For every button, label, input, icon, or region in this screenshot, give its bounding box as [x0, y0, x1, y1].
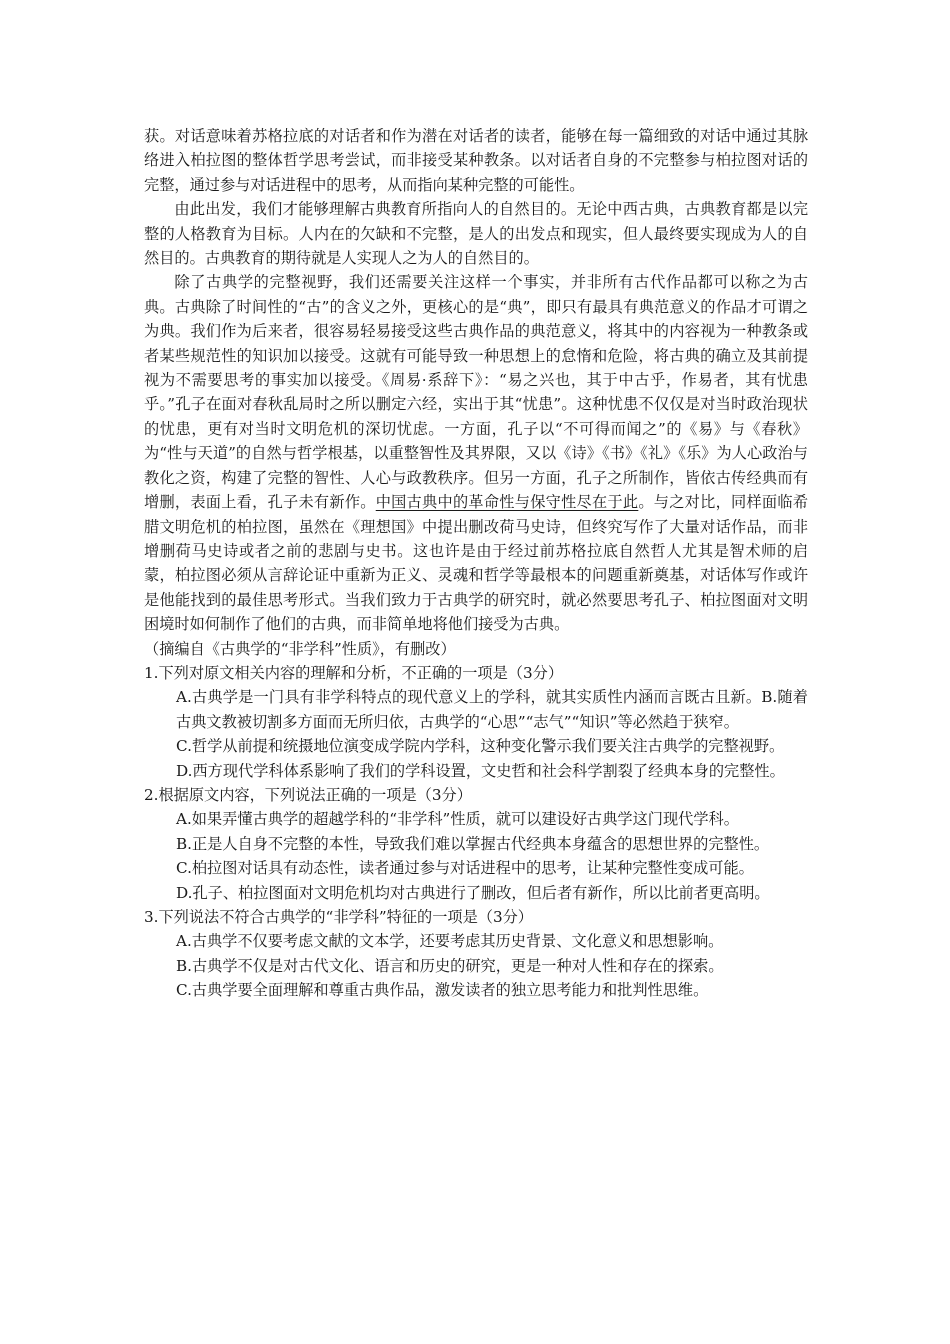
question-1 [144, 661, 808, 783]
question-option: D.西方现代学科体系影响了我们的学科设置，文史哲和社会科学割裂了经典本身的完整性。 [176, 761, 785, 780]
passage-paragraph-1: 获。对话意味着苏格拉底的对话者和作为潜在对话者的读者，能够在每一篇细致的对话中通过其脉络进入柏拉图的整体哲学思考尝试，而非接受某种教条。以对话者自身的不完整参与柏拉图对话的完整，通过参与对话进程中的思考，从而指向某种完整的可能性。 [144, 127, 808, 194]
passage-paragraph-2: 由此出发，我们才能够理解古典教育所指向人的自然目的。无论中西古典，古典教育都是以完整的人格教育为目标。人内在的欠缺和不完整，是人的出发点和现实，但人最终要实现成为人的自然目的。古典教育的期待就是人实现人之为人的自然目的。 [144, 200, 808, 268]
question-stem: 2.根据原文内容，下列说法正确的一项是（3分） [144, 785, 472, 804]
question-option: B.正是人自身不完整的本性，导致我们难以掌握古代经典本身蕴含的思想世界的完整性。 [176, 834, 770, 853]
question-option: C.哲学从前提和统摄地位演变成学院内学科，这种变化警示我们要关注古典学的完整视野。 [176, 737, 785, 756]
passage-paragraph-3 [144, 270, 808, 636]
question-stem: 3.下列说法不符合古典学的“非学科”特征的一项是（3分） [144, 908, 533, 926]
question-option: B.古典学不仅是对古代文化、语言和历史的研究，更是一种对人性和存在的探索。 [176, 956, 724, 975]
underlined-sentence: 中国古典中的革命性与保守性尽在于此 [375, 493, 639, 512]
question-option: C.古典学要全面理解和尊重古典作品，激发读者的独立思考能力和批判性思维。 [176, 981, 709, 1000]
question-3 [144, 905, 808, 1003]
source-citation: （摘编自《古典学的“非学科”性质》，有删改） [144, 639, 456, 658]
question-option: A.如果弄懂古典学的超越学科的“非学科”性质，就可以建设好古典学这门现代学科。 [176, 810, 739, 829]
passage-paragraph-3-part-2: 。与之对比，同样面临希腊文明危机的柏拉图，虽然在《理想国》中提出删改荷马史诗，但终究写作了大量对话作品，而非增删荷马史诗或者之前的悲剧与史书。这也许是由于经过前苏格拉底自然哲人尤其是智术师的启蒙，柏拉图必须从言辞论证中重新为正义、灵魂和哲学等最根本的问题重新奠基，对话体写作或许是他能找到的最佳思考形式。当我们致力于古典学的研究时，就必然要思考孔子、柏拉图面对文明困境时如何制作了他们的古典，而非简单地将他们接受为古典。 [144, 493, 809, 634]
question-stem: 1.下列对原文相关内容的理解和分析，不正确的一项是（3分） [144, 663, 564, 682]
exam-page [144, 124, 808, 1003]
question-option: D.孔子、柏拉图面对文明危机均对古典进行了删改，但后者有新作，所以比前者更高明。 [176, 883, 770, 902]
passage-paragraph-3-part-1: 除了古典学的完整视野，我们还需要关注这样一个事实，并非所有古代作品都可以称之为古典。古典除了时间性的“古”的含义之外，更核心的是“典”，即只有最具有典范意义的作品才可谓之为典。我们作为后来者，很容易轻易接受这些古典作品的典范意义，将其中的内容视为一种教条或者某些规范性的知识加以接受。这就有可能导致一种思想上的怠惰和危险，将古典的确立及其前提视为不需要思考的事实加以接受。《周易·系辞下》：“易之兴也，其于中古乎，作易者，其有忧患乎。”孔子在面对春秋乱局时之所以删定六经，实出于其“忧患”。这种忧患不仅仅是对当时政治现状的忧患，更有对当时文明危机的深切忧虑。一方面，孔子以“不可得而闻之”的《易》与《春秋》为“性与天道”的自然与哲学根基，以重整智性及其界限，又以《诗》《书》《礼》《乐》为人心政治与教化之资，构建了完整的智性、人心与政教秩序。但另一方面，孔子之所制作，皆依古传经典而有增删，表面上看，孔子未有新作。 [144, 273, 808, 512]
question-option: A.古典学是一门具有非学科特点的现代意义上的学科，就其实质性内涵而言既古且新。B.随着古典文教被切割多方面而无所归依，古典学的“心思”“志气”“知识”等必然趋于狭窄。 [176, 688, 808, 731]
question-option: C.柏拉图对话具有动态性，读者通过参与对话进程中的思考，让某种完整性变成可能。 [176, 859, 754, 878]
question-2 [144, 783, 808, 905]
question-option: A.古典学不仅要考虑文献的文本学，还要考虑其历史背景、文化意义和思想影响。 [176, 932, 724, 951]
